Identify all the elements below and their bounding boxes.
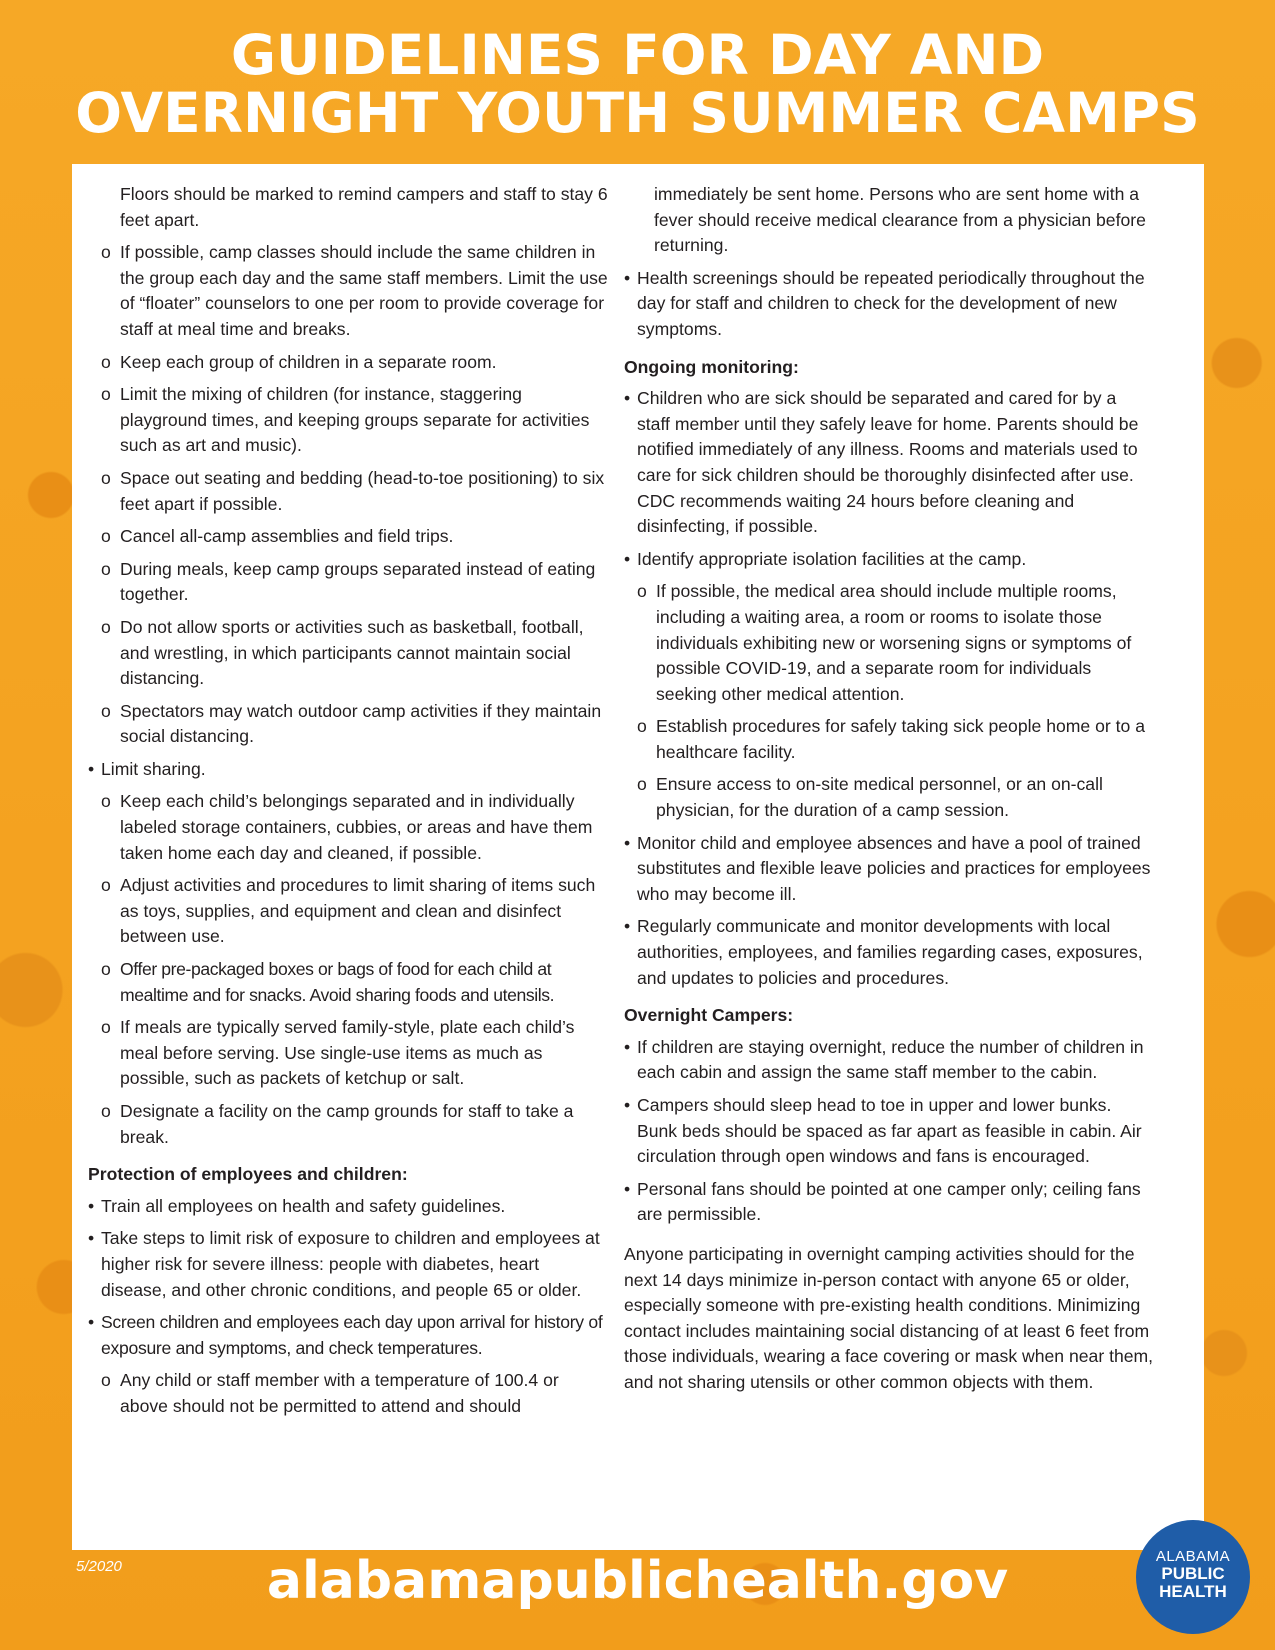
list-item: • Health screenings should be repeated periodically throughout the day for staff and children to check for the development of new symptoms. [624, 266, 1154, 343]
sub-list-item: o Establish procedures for safely taking sick people home or to a healthcare facility. [624, 714, 1154, 765]
sub-list-item: o During meals, keep camp groups separated instead of eating together. [88, 557, 608, 608]
sub-list-item: o Any child or staff member with a temperature of 100.4 or above should not be permitted to attend and should [88, 1368, 608, 1419]
list-item: • Personal fans should be pointed at one camper only; ceiling fans are permissible. [624, 1177, 1154, 1228]
page-title [0, 23, 1275, 145]
sub-list-item: o Limit the mixing of children (for instance, staggering playground times, and keeping groups separate for activities such as art and music). [88, 382, 608, 459]
closing-paragraph: Anyone participating in overnight camping activities should for the next 14 days minimize in-person contact with anyone 65 or older, especially someone with pre-existing health conditions. Minimizing contact includes maintaining social distancing of at least 6 feet from those individuals, wearing a face covering or mask when near them, and not sharing utensils or other common objects with them. [624, 1243, 1154, 1392]
section-heading-overnight-campers: Overnight Campers: [624, 1005, 794, 1026]
list-item: • Train all employees on health and safety guidelines. [88, 1194, 608, 1220]
section-heading-protection: Protection of employees and children: [88, 1164, 408, 1185]
sub-list-item: o Do not allow sports or activities such as basketball, football, and wrestling, in which participants cannot maintain social distancing. [88, 615, 608, 692]
sub-list-item: o Designate a facility on the camp grounds for staff to take a break. [88, 1099, 608, 1150]
title-line-2: OVERNIGHT YOUTH SUMMER CAMPS [75, 81, 1200, 145]
list-item: • Regularly communicate and monitor developments with local authorities, employees, and families regarding cases, exposures, and updates to policies and procedures. [624, 914, 1154, 991]
sub-list-item: o Adjust activities and procedures to limit sharing of items such as toys, supplies, and equipment and clean and disinfect between use. [88, 873, 608, 950]
logo-text: PUBLIC [1161, 1564, 1225, 1583]
list-item: • Campers should sleep head to toe in upper and lower bunks. Bunk beds should be spaced as far apart as feasible in cabin. Air circulation through open windows and fans is encouraged. [624, 1093, 1154, 1170]
sub-list-item: o If possible, the medical area should include multiple rooms, including a waiting area, a room or rooms to isolate those individuals exhibiting new or worsening signs or symptoms of possible COVID-19, and a separate room for individuals seeking other medical attention. [624, 579, 1154, 707]
sub-list-item: o Keep each child’s belongings separated and in individually labeled storage containers, cubbies, or areas and have them taken home each day and cleaned, if possible. [88, 789, 608, 866]
logo-text: HEALTH [1159, 1582, 1227, 1601]
left-column [88, 182, 608, 1427]
sub-list-item: o Keep each group of children in a separate room. [88, 350, 608, 376]
title-line-1: GUIDELINES FOR DAY AND [230, 23, 1045, 87]
content-panel [72, 164, 1204, 1550]
section-heading-ongoing-monitoring: Ongoing monitoring: [624, 356, 799, 377]
paragraph: immediately be sent home. Persons who are sent home with a fever should receive medical clearance from a physician before returning. [654, 184, 1146, 256]
sub-list-item: o If possible, camp classes should include the same children in the group each day and the same staff members. Limit the use of “floater” counselors to one per room to provide coverage for staff at meal time and breaks. [88, 240, 608, 342]
paragraph: Floors should be marked to remind campers and staff to stay 6 feet apart. [120, 184, 608, 230]
list-item: • Take steps to limit risk of exposure to children and employees at higher risk for severe illness: people with diabetes, heart disease, and other chronic conditions, and people 65 or older. [88, 1226, 608, 1303]
sub-list-item: o Ensure access to on-site medical personnel, or an on-call physician, for the duration of a camp session. [624, 772, 1154, 823]
website-url[interactable]: alabamapublichealth.gov [266, 1551, 1009, 1611]
sub-list-item: o Cancel all-camp assemblies and field trips. [88, 524, 608, 550]
sub-list-item: o Spectators may watch outdoor camp activities if they maintain social distancing. [88, 699, 608, 750]
list-item: • Children who are sick should be separated and cared for by a staff member until they safely leave for home. Parents should be notified immediately of any illness. Rooms and materials used to care for sick children should be thoroughly disinfected after use. CDC recommends waiting 24 hours before cleaning and disinfecting, if possible. [624, 386, 1154, 540]
list-item: • Screen children and employees each day upon arrival for history of exposure and symptoms, and check temperatures. [88, 1310, 608, 1361]
list-item: • Identify appropriate isolation facilities at the camp. [624, 547, 1154, 573]
sub-list-item: o Space out seating and bedding (head-to-toe positioning) to six feet apart if possible. [88, 466, 608, 517]
right-column [624, 182, 1154, 1403]
sub-list-item: o Offer pre-packaged boxes or bags of food for each child at mealtime and for snacks. Avoid sharing foods and utensils. [88, 957, 608, 1008]
publication-date: 5/2020 [76, 1558, 122, 1575]
list-item: • Limit sharing. [88, 757, 608, 783]
sub-list-item: o If meals are typically served family-style, plate each child’s meal before serving. Use single-use items as much as possible, such as packets of ketchup or salt. [88, 1015, 608, 1092]
list-item: • Monitor child and employee absences and have a pool of trained substitutes and flexible leave policies and practices for employees who may become ill. [624, 831, 1154, 908]
logo-text: ALABAMA [1155, 1548, 1231, 1565]
alabama-public-health-logo [1136, 1520, 1250, 1634]
list-item: • If children are staying overnight, reduce the number of children in each cabin and assign the same staff member to the cabin. [624, 1035, 1154, 1086]
